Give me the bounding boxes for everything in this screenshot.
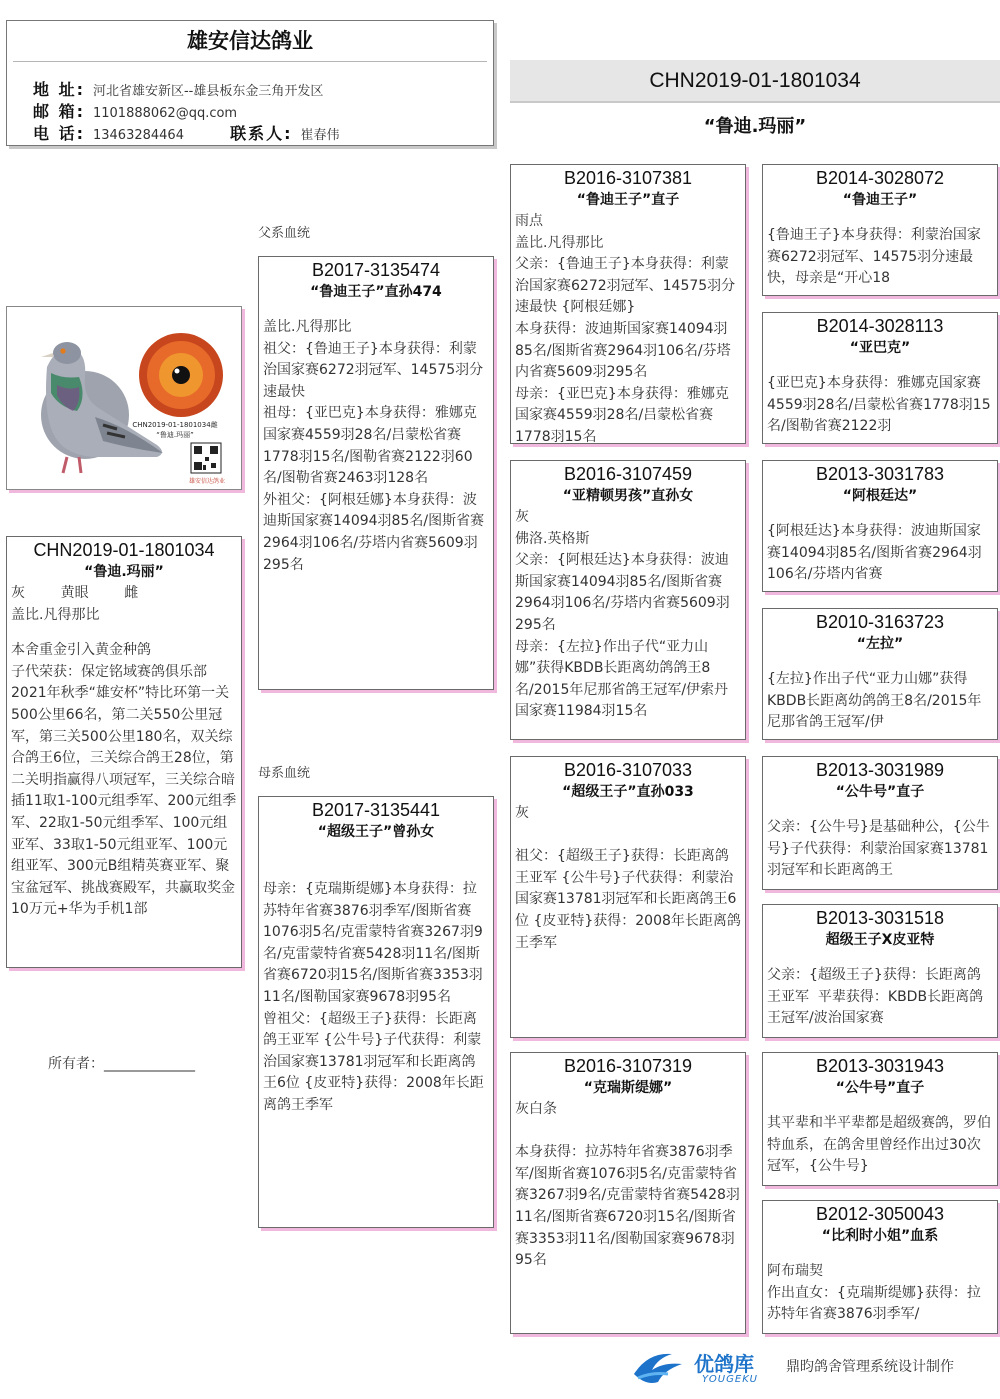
loft-header <box>6 20 494 146</box>
gen3-8-nickname: “比利时小姐”血系 <box>821 1228 939 1244</box>
loft-name: 雄安信达鸽业 <box>13 21 487 62</box>
gen3-3-details: {阿根廷达}本身获得：波迪斯国家赛14094羽85名/图斯省赛2964羽106名/芬塔内省赛 <box>767 523 982 583</box>
dove-swirl-icon <box>628 1344 690 1388</box>
divider <box>510 101 1000 103</box>
gen3-2-nickname: “亚巴克” <box>849 340 911 356</box>
gen3-1-ring: B2014-3028072 <box>815 168 945 188</box>
photo-caption-name: “鲁迪.玛丽” <box>156 431 194 439</box>
phone-label: 电 话: <box>33 124 85 143</box>
contact-value: 崔春伟 <box>300 128 340 143</box>
sire-sire-nickname: “鲁迪王子”直子 <box>576 192 680 208</box>
subject-strain: 盖比.凡得那比 <box>11 606 100 623</box>
gen3-card-1 <box>762 164 998 296</box>
gen3-4-ring: B2010-3163723 <box>815 612 945 632</box>
dam-card <box>258 796 494 1228</box>
brand-name: 优鸽库 <box>694 1352 754 1376</box>
subject-attributes: 灰 黄眼 雌 <box>11 585 139 601</box>
photo-stamp: 雄安信达鸽业 <box>188 478 226 485</box>
gen3-6-nickname: 超级王子X皮亚特 <box>825 932 935 948</box>
gen3-4-nickname: “左拉” <box>856 636 904 652</box>
owner-line: 所有者：_____________ <box>48 1056 195 1072</box>
sire-details: 盖比.凡得那比 祖父：{鲁迪王子}本身获得：利蒙治国家赛6272羽冠军、14575羽分速最快 祖母：{亚巴克}本身获得：雅娜克国家赛4559羽28名/吕蒙松省赛1778羽15名/图勒省赛2122羽60名/图勒省赛2463羽128名 外祖父：{阿根廷娜}本身获得：波迪斯国家赛14094羽85名/图斯省赛2964羽106名/芬塔内省赛5609羽295名 <box>263 319 485 573</box>
sire-card <box>258 256 494 690</box>
sire-dam-details: 灰 佛洛.英格斯 父亲：{阿根廷达}本身获得：波迪斯国家赛14094羽85名/图斯省赛2964羽106名/芬塔内省赛5609羽295名 母亲：{左拉}作出子代“亚力山娜”获得KBDB长距离幼鸽鸽王8名/2015年尼那省鸽王冠军/伊索丹国家赛11984羽15名 <box>515 509 730 720</box>
sire-nickname: “鲁迪王子”直孙474 <box>310 284 442 300</box>
gen3-3-nickname: “阿根廷达” <box>842 488 918 504</box>
gen3-1-nickname: “鲁迪王子” <box>842 192 918 208</box>
gen3-card-7 <box>762 1052 998 1186</box>
subject-achievements: 本舍重金引入黄金种鸽 子代荣获：保定铭域赛鸽俱乐部2021年秋季“雄安杯”特比环第一关500公里66名，第二关550公里冠军，第三关500公里180名，双关综合鸽王6位，三关综合鸽王28位，第二关明指赢得八项冠军，三关综合暗插11取1-100元组季军、200元组季军、22取1-50元组季军、100元组亚军、33取1-50元组亚军、100元组亚军、300元B组精英赛亚军、聚宝盆冠军、挑战赛殿军，共赢取奖金10万元+华为手机1部 <box>11 642 237 918</box>
gen3-card-4 <box>762 608 998 740</box>
gen3-8-ring: B2012-3050043 <box>815 1204 945 1224</box>
email-label: 邮 箱: <box>33 102 85 121</box>
gen3-6-details: 父亲：{超级王子}获得：长距离鸽王亚军 平辈获得：KBDB长距离鸽王冠军/波治国家赛 <box>767 967 984 1027</box>
gen3-card-6 <box>762 904 998 1038</box>
dam-sire-ring: B2016-3107033 <box>563 760 693 780</box>
footer-credit: 鼎昀鸽舍管理系统设计制作 <box>786 1359 954 1375</box>
pigeon-photo <box>6 306 242 490</box>
gen3-5-nickname: “公牛号”直子 <box>835 784 925 800</box>
sire-sire-card <box>510 164 746 444</box>
dam-dam-ring: B2016-3107319 <box>563 1056 693 1076</box>
gen3-card-5 <box>762 756 998 890</box>
gen3-card-3 <box>762 460 998 592</box>
gen3-card-2 <box>762 312 998 444</box>
gen3-card-8 <box>762 1200 998 1334</box>
address-row <box>33 77 323 100</box>
main-ring-number: CHN2019-01-1801034 <box>510 60 1000 102</box>
sire-sire-ring: B2016-3107381 <box>563 168 693 188</box>
pigeon-image <box>7 307 241 489</box>
gen3-5-ring: B2013-3031989 <box>815 760 945 780</box>
gen3-3-ring: B2013-3031783 <box>815 464 945 484</box>
gen3-7-nickname: “公牛号”直子 <box>835 1080 925 1096</box>
gen3-4-details: {左拉}作出子代“亚力山娜”获得KBDB长距离幼鸽鸽王8名/2015年尼那省鸽王冠军/伊 <box>767 671 982 731</box>
email-value[interactable]: 1101888062@qq.com <box>92 106 238 121</box>
email-row <box>33 99 237 122</box>
phone-row <box>33 121 340 144</box>
address-label: 地 址: <box>33 80 85 99</box>
gen3-6-ring: B2013-3031518 <box>815 908 945 928</box>
mother-line-label: 母系血统 <box>258 766 311 781</box>
dam-sire-details: 灰 祖父：{超级王子}获得：长距离鸽王亚军 {公牛号}子代获得：利蒙治国家赛13781羽冠军和长距离鸽王6位 {皮亚特}获得：2008年长距离鸽王季军 <box>515 805 741 951</box>
dam-sire-nickname: “超级王子”直孙033 <box>562 784 694 800</box>
gen3-7-ring: B2013-3031943 <box>815 1056 945 1076</box>
contact-label: 联系人: <box>230 124 293 143</box>
sire-dam-ring: B2016-3107459 <box>563 464 693 484</box>
gen3-8-details: 阿布瑞契 作出直女：{克瑞斯缇娜}获得：拉苏特年省赛3876羽季军/ <box>767 1263 981 1323</box>
dam-dam-nickname: “克瑞斯缇娜” <box>583 1080 673 1096</box>
subject-nickname: “鲁迪.玛丽” <box>84 564 164 580</box>
subject-card <box>6 536 242 968</box>
dam-sire-card <box>510 756 746 1038</box>
phone-value: 13463284464 <box>92 128 184 143</box>
dam-dam-details: 灰白条 本身获得：拉苏特年省赛3876羽季军/图斯省赛1076羽5名/克雷蒙特省赛3267羽9名/克雷蒙特省赛5428羽11名/图斯省赛6720羽15名/图斯省赛3353羽11名/图勒国家赛9678羽95名 <box>515 1101 740 1269</box>
gen3-5-details: 父亲：{公牛号}是基础种公，{公牛号}子代获得：利蒙治国家赛13781羽冠军和长距离鸽王 <box>767 819 990 879</box>
brand-english: YOUGEKU <box>702 1374 758 1385</box>
gen3-1-details: {鲁迪王子}本身获得：利蒙治国家赛6272羽冠军、14575羽分速最快，母亲是“开心18 <box>767 227 981 287</box>
gen3-2-details: {亚巴克}本身获得：雅娜克国家赛4559羽28名/吕蒙松省赛1778羽15名/图勒省赛2122羽 <box>767 375 991 435</box>
main-nickname: “鲁迪.玛丽” <box>703 116 807 137</box>
dam-ring: B2017-3135441 <box>311 800 441 820</box>
father-line-label: 父系血统 <box>258 226 311 241</box>
address-value: 河北省雄安新区--雄县板东金三角开发区 <box>92 84 324 99</box>
dam-details: 母亲：{克瑞斯缇娜}本身获得：拉苏特年省赛3876羽季军/图斯省赛1076羽5名/克雷蒙特省赛3267羽9名/克雷蒙特省赛5428羽11名/图斯省赛6720羽15名/图斯省赛3353羽11名/图勒国家赛9678羽95名 曾祖父：{超级王子}获得：长距离鸽王亚军 {公牛号}子代获得：利蒙治国家赛13781羽冠军和长距离鸽王6位 {皮亚特}获得：2008年长距离鸽王季军 <box>263 881 484 1113</box>
sire-dam-card <box>510 460 746 740</box>
yougeku-logo[interactable] <box>628 1344 768 1388</box>
sire-sire-details: 雨点 盖比.凡得那比 父亲：{鲁迪王子}本身获得：利蒙治国家赛6272羽冠军、14575羽分速最快 {阿根廷娜} 本身获得：波迪斯国家赛14094羽85名/图斯省赛2964羽106名/芬塔内省赛5609羽295名 母亲：{亚巴克}本身获得：雅娜克国家赛4559羽28名/吕蒙松省赛1778羽15名 <box>515 213 736 444</box>
sire-dam-nickname: “亚精顿男孩”直孙女 <box>562 488 694 504</box>
gen3-2-ring: B2014-3028113 <box>816 316 944 336</box>
gen3-7-details: 其平辈和半平辈都是超级赛鸽，罗伯特血系，在鸽舍里曾经作出过30次冠军，{公牛号} <box>767 1115 991 1175</box>
subject-ring: CHN2019-01-1801034 <box>33 540 215 560</box>
photo-caption-ring: CHN2019-01-1801034雌 <box>132 421 218 429</box>
dam-nickname: “超级王子”曾孙女 <box>317 824 435 840</box>
dam-dam-card <box>510 1052 746 1334</box>
sire-ring: B2017-3135474 <box>311 260 441 280</box>
